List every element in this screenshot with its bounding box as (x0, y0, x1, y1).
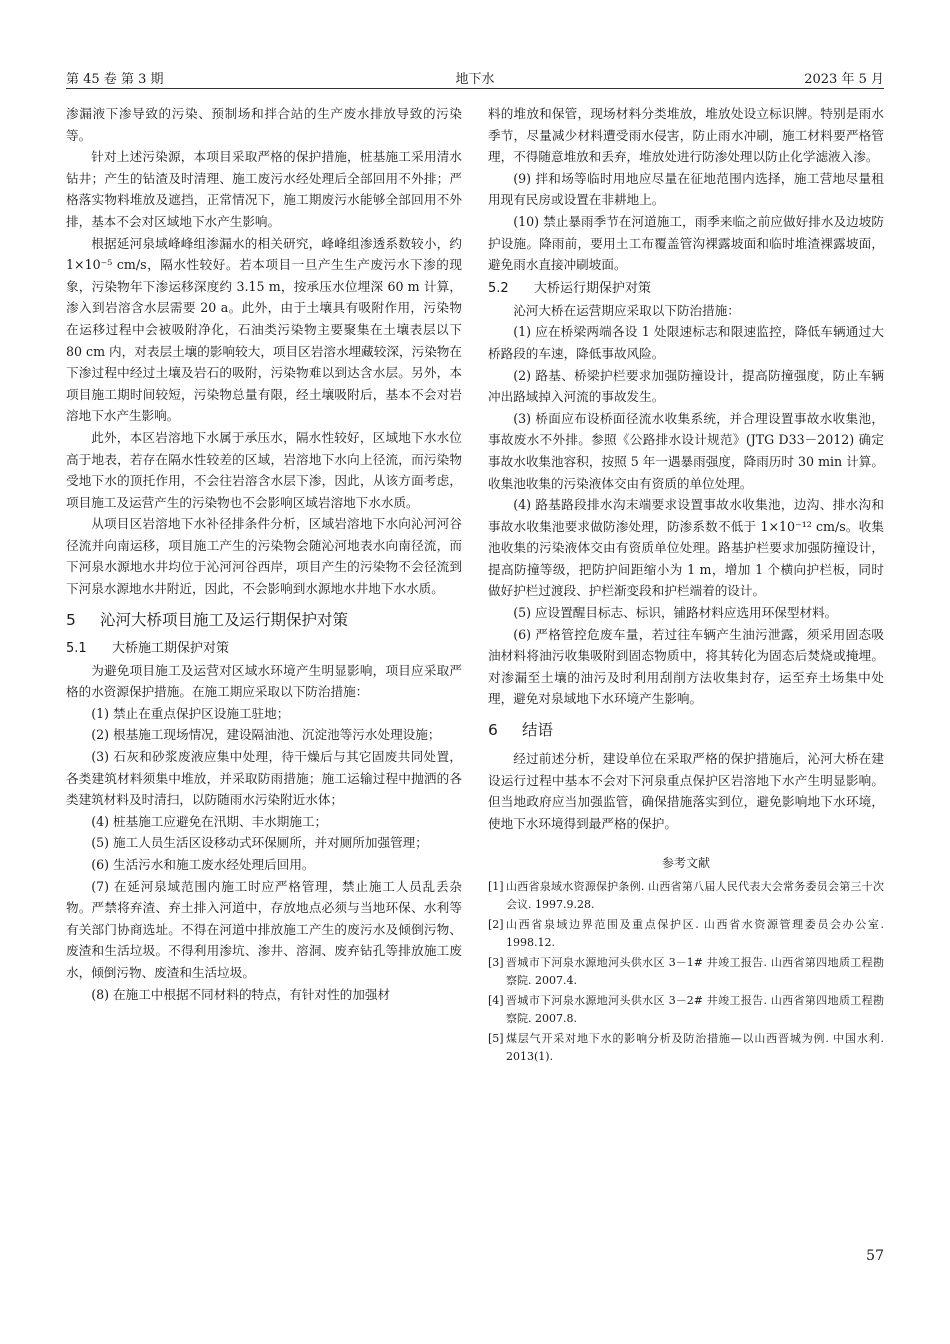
paragraph: (1) 禁止在重点保护区设施工驻地； (91, 705, 290, 721)
paragraph: (5) 应设置醒目标志、标识，铺路材料应选用环保型材料。 (513, 605, 838, 621)
section-number: 5.1 (66, 640, 87, 656)
running-header (66, 66, 884, 89)
paragraph: (6) 严格管控危废车量，若过往车辆产生油污泄露，须采用固态吸油材料将油污收集吸附到固态物质中，将其转化为固态后焚烧或掩埋。对渗漏至土壤的油污及时利用刮削方法收集封存，运至弃土场集中处理，避免对泉域地下水环境产生影响。 (488, 626, 884, 707)
right-column (488, 103, 884, 1068)
reference-text: 山西省泉域边界范围及重点保护区. 山西省水资源管理委员会办公室. 1998.12. (506, 918, 884, 949)
paragraph: (7) 在延河泉域范围内施工时应严格管理，禁止施工人员乱丢杂物。严禁将弃渣、弃土排入河道中，存放地点必须与当地环保、水利等有关部门协商选址。不得在河道中排放施工产生的废污水及倾倒污物、废渣和生活垃圾。不得利用渗坑、渗井、溶洞、废弃钻孔等排放施工废水，倾倒污物、废渣和生活垃圾。 (66, 878, 462, 980)
reference-number: [5] (488, 1032, 504, 1046)
section-title: 沁河大桥项目施工及运行期保护对策 (100, 610, 349, 629)
reference-number: [1] (488, 880, 504, 894)
paragraph: 沁河大桥在运营期应采取以下防治措施： (513, 302, 740, 318)
paragraph: (9) 拌和场等临时用地应尽量在征地范围内选择，施工营地尽量租用现有民房或设置在非耕地上。 (488, 170, 884, 208)
reference-text: 山西省泉域水资源保护条例. 山西省第八届人民代表大会常务委员会第三十次会议. 1997.9.28. (506, 880, 884, 911)
paragraph: (3) 石灰和砂浆废液应集中处理，待干燥后与其它固废共同处置，各类建筑材料须集中堆放，并采取防雨措施；施工运输过程中抛洒的各类建筑材料及时清扫，以防随雨水污染附近水体； (66, 749, 462, 808)
section-title: 大桥运行期保护对策 (534, 280, 652, 296)
journal-name: 地下水 (455, 72, 495, 87)
paragraph: (5) 施工人员生活区设移动式环保厕所，并对厕所加强管理； (91, 835, 428, 851)
reference-item (488, 878, 884, 913)
paragraph: 经过前述分析，建设单位在采取严格的保护措施后，沁河大桥在建设运行过程中基本不会对下河泉重点保护区岩溶地下水产生明显影响。但当地政府应当加强监管，确保措施落实到位，避免影响地下水环境，使地下水环境得到最严格的保护。 (488, 751, 884, 831)
paragraph: (2) 路基、桥梁护栏要求加强防撞设计，提高防撞强度，防止车辆冲出路域掉入河流的事故发生。 (488, 367, 884, 405)
paragraph: (10) 禁止暴雨季节在河道施工，雨季来临之前应做好排水及边坡防护设施。降雨前，要用土工布覆盖管沟裸露坡面和临时堆渣裸露坡面，避免雨水直接冲刷坡面。 (488, 213, 884, 273)
reference-item (488, 954, 884, 989)
publication-date: 2023 年 5 月 (804, 72, 884, 87)
section-heading (488, 278, 884, 299)
paragraph: (2) 根基施工现场情况，建设隔油池、沉淀池等污水处理设施； (91, 727, 441, 743)
section-heading (66, 609, 462, 631)
reference-number: [3] (488, 956, 504, 970)
paragraph: 此外，本区岩溶地下水属于承压水，隔水性较好，区域地下水水位高于地表，若存在隔水性较差的区域，岩溶地下水向上径流，而污染物受地下水的顶托作用，不会往岩溶含水层下渗，因此，从该方面考虑，项目施工及运营产生的污染物也不会影响区域岩溶地下水水质。 (66, 429, 462, 510)
paragraph: 从项目区岩溶地下水补径排条件分析，区域岩溶地下水向沁河河谷径流并向南运移，项目施工产生的污染物会随沁河地表水向南径流，而下河泉水源地水井均位于沁河河谷西岸，项目产生的污染物不会径流到下河泉水源地水井附近，因此，不会影响到水源地水井地下水水质。 (66, 516, 462, 597)
reference-text: 晋城市下河泉水源地河头供水区 3－2# 井竣工报告. 山西省第四地质工程勘察院. 2007.8. (506, 994, 884, 1025)
paragraph: 根据延河泉域峰峰组渗漏水的相关研究，峰峰组渗透系数较小，约 1×10⁻⁵ cm/s，隔水性较好。若本项目一旦产生生产废污水下渗的现象，污染物年下渗运移深度约 3.15 m，按承压水位埋深 60 m 计算，渗入到岩溶含水层需要 20 a。此外，由于土壤具有吸附作用，污染物在运移过程中会被吸附净化，石油类污染物主要聚集在土壤表层以下 80 cm 内，对表层土壤的影响较大，项目区岩溶水埋藏较深，污染物在下渗过程中经过土壤及岩石的吸附，污染物难以到达含水层。另外，本项目施工期时间较短，污染物总量有限，经土壤吸附后，基本不会对岩溶地下水产生影响。 (66, 235, 462, 424)
section-heading (488, 719, 884, 741)
section-number: 6 (488, 721, 498, 740)
paragraph: 为避免项目施工及运营对区域水环境产生明显影响，项目应采取严格的水资源保护措施。在施工期应采取以下防治措施： (66, 662, 462, 700)
section-title: 大桥施工期保护对策 (112, 640, 230, 656)
paragraph: (3) 桥面应布设桥面径流水收集系统，并合理设置事故水收集池，事故废水不外排。参照《公路排水设计规范》(JTG D33－2012) 确定事故水收集池容积，按照 5 年一遇暴雨强度，降雨历时 30 min 计算。收集池收集的污染液体交由有资质的单位处理。 (488, 410, 884, 491)
reference-item (488, 916, 884, 951)
references-list (488, 878, 884, 1065)
left-column (66, 103, 462, 1005)
reference-item (488, 992, 884, 1027)
paragraph: (4) 路基路段排水沟末端要求设置事故水收集池，边沟、排水沟和事故水收集池要求做防渗处理，防渗系数不低于 1×10⁻¹² cm/s。收集池收集的污染液体交由有资质单位处理。路基护栏要求加强防撞设计，提高防撞等级，把防护间距缩小为 1 m，增加 1 个横向护栏板，同时做好护栏过渡段、护栏渐变段和护栏端着的设计。 (488, 497, 884, 599)
reference-text: 煤层气开采对地下水的影响分析及防治措施—以山西晋城为例. 中国水利. 2013(1). (506, 1032, 884, 1063)
section-number: 5 (66, 610, 76, 629)
paragraph: 针对上述污染源，本项目采取严格的保护措施，桩基施工采用清水钻井；产生的钻渣及时清理、施工废污水经处理后全部回用不外排；严格落实物料堆放及遮挡，正常情况下，施工期废污水能够全部回用不外排，基本不会对区域地下水产生影响。 (66, 149, 462, 229)
section-title: 结语 (522, 721, 554, 740)
paragraph: (8) 在施工中根据不同材料的特点，有针对性的加强材 (91, 986, 391, 1002)
volume-issue: 第 45 卷 第 3 期 (66, 72, 164, 87)
reference-number: [2] (488, 918, 504, 932)
paragraph: 渗漏液下渗导致的污染、预制场和拌合站的生产废水排放导致的污染等。 (66, 106, 462, 143)
reference-item (488, 1030, 884, 1065)
reference-text: 晋城市下河泉水源地河头供水区 3－1# 井竣工报告. 山西省第四地质工程勘察院. 2007.4. (506, 956, 884, 987)
section-heading (66, 638, 462, 659)
reference-number: [4] (488, 994, 504, 1008)
page-number: 57 (866, 1248, 884, 1264)
paragraph: (4) 桩基施工应避免在汛期、丰水期施工； (91, 813, 328, 829)
references-title: 参考文献 (661, 856, 710, 871)
paragraph: (6) 生活污水和施工废水经处理后回用。 (91, 857, 315, 872)
paragraph: 料的堆放和保管，现场材料分类堆放，堆放处设立标识牌。特别是雨水季节，尽量减少材料遭受雨水侵害，防止雨水冲刷，施工材料要严格管理，不得随意堆放和丢弃，堆放处进行防渗处理以防止化学滤液入渗。 (488, 106, 884, 165)
paragraph: (1) 应在桥梁两端各设 1 处限速标志和限速监控，降低车辆通过大桥路段的车速，降低事故风险。 (488, 324, 884, 361)
section-number: 5.2 (488, 280, 509, 296)
